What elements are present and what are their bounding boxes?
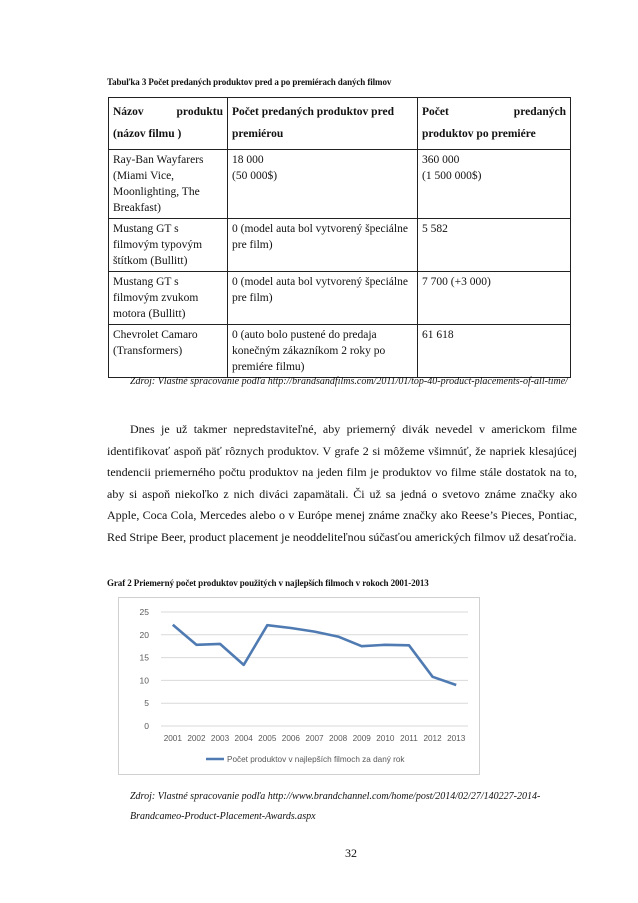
cell-product: Ray-Ban Wayfarers (Miami Vice, Moonlighting, The Breakfast) bbox=[109, 150, 228, 219]
cell-product: Mustang GT s filmovým typovým štítkom (Bullitt) bbox=[109, 219, 228, 272]
x-tick-label: 2002 bbox=[187, 734, 206, 743]
y-tick-label: 15 bbox=[139, 652, 149, 663]
x-tick-label: 2003 bbox=[210, 734, 230, 743]
cell-before: 0 (auto bolo pustené do predaja konečným zákazníkom 2 roky po premiére filmu) bbox=[228, 325, 418, 378]
chart-border bbox=[119, 598, 480, 775]
y-tick-label: 5 bbox=[144, 698, 149, 709]
header-product-name bbox=[109, 98, 228, 150]
body-paragraph bbox=[107, 419, 577, 548]
chart-caption: Graf 2 Priemerný počet produktov použitých v najlepších filmoch v rokoch 2001-2013 bbox=[107, 578, 429, 588]
table-row bbox=[109, 219, 571, 272]
product-sales-table bbox=[108, 97, 571, 378]
cell-note: (1 500 000$) bbox=[422, 170, 482, 182]
x-tick-label: 2008 bbox=[329, 734, 348, 743]
cell-after: 7 700 (+3 000) bbox=[418, 272, 571, 325]
paragraph-text: Dnes je už takmer nepredstaviteľné, aby priemerný divák nevedel v americkom filme identifikovať aspoň päť rôznych produktov. V grafe 2 si môžeme všimnúť, že napriek klesajúcej tendencii priemerného počtu produktov na jeden film je produktov vo filme stále dostatok na to, aby si aspoň niekoľko z nich diváci zapamätali. Či už sa jedná o svetovo známe značky ako Apple, Coca Cola, Mercedes alebo o v Európe menej známe značky ako Reese’s Pieces, Pontiac, Red Stripe Beer, product placement je neoddeliteľnou súčasťou amerických filmov už desaťročia. bbox=[107, 422, 577, 544]
cell-before bbox=[228, 150, 418, 219]
x-tick-label: 2006 bbox=[281, 734, 300, 743]
y-tick-label: 20 bbox=[139, 629, 149, 640]
header-line: (názov filmu ) bbox=[113, 128, 182, 140]
x-tick-label: 2010 bbox=[376, 734, 395, 743]
x-tick-label: 2012 bbox=[423, 734, 442, 743]
header-sales-after bbox=[418, 98, 571, 150]
line-chart bbox=[118, 597, 480, 775]
cell-after: 61 618 bbox=[418, 325, 571, 378]
cell-value: 18 000 bbox=[232, 154, 264, 166]
x-tick-label: 2013 bbox=[447, 734, 466, 743]
table-source: Zdroj: Vlastné spracovanie podľa http://brandsandfilms.com/2011/01/top-40-product-placements-of-all-time/ bbox=[130, 376, 568, 387]
cell-after: 5 582 bbox=[418, 219, 571, 272]
y-tick-label: 25 bbox=[139, 607, 149, 617]
table-header-row bbox=[109, 98, 571, 150]
cell-note: (50 000$) bbox=[232, 170, 278, 182]
x-tick-label: 2011 bbox=[400, 734, 418, 743]
x-tick-label: 2007 bbox=[305, 734, 324, 743]
header-line: Počet predaných produktov pred bbox=[232, 106, 394, 118]
table-row bbox=[109, 272, 571, 325]
cell-before: 0 (model auta bol vytvorený špeciálne pre film) bbox=[228, 272, 418, 325]
cell-product: Mustang GT s filmovým zvukom motora (Bullitt) bbox=[109, 272, 228, 325]
y-tick-label: 0 bbox=[144, 721, 149, 731]
header-sales-before bbox=[228, 98, 418, 150]
header-line: Počet predaných bbox=[422, 106, 566, 118]
page-number: 32 bbox=[345, 846, 357, 860]
header-line: premiérou bbox=[232, 128, 284, 140]
x-tick-label: 2009 bbox=[352, 734, 371, 743]
x-tick-label: 2001 bbox=[163, 734, 182, 743]
legend-label: Počet produktov v najlepších filmoch za daný rok bbox=[227, 755, 405, 764]
header-line: Názov produktu bbox=[113, 106, 223, 118]
table-caption: Tabuľka 3 Počet predaných produktov pred a po premiérach daných filmov bbox=[107, 77, 392, 87]
cell-after bbox=[418, 150, 571, 219]
header-line: produktov po premiére bbox=[422, 128, 536, 140]
cell-before: 0 (model auta bol vytvorený špeciálne pre film) bbox=[228, 219, 418, 272]
table-row bbox=[109, 150, 571, 219]
table-row bbox=[109, 325, 571, 378]
x-tick-label: 2005 bbox=[258, 734, 277, 743]
x-tick-label: 2004 bbox=[234, 734, 253, 743]
y-tick-label: 10 bbox=[139, 675, 149, 686]
cell-value: 360 000 bbox=[422, 154, 460, 166]
chart-source: Zdroj: Vlastné spracovanie podľa http://www.brandchannel.com/home/post/2014/02/27/140227-2014-Brandcameo-Product-Placement-Awards.aspx bbox=[130, 791, 541, 822]
cell-product: Chevrolet Camaro (Transformers) bbox=[109, 325, 228, 378]
